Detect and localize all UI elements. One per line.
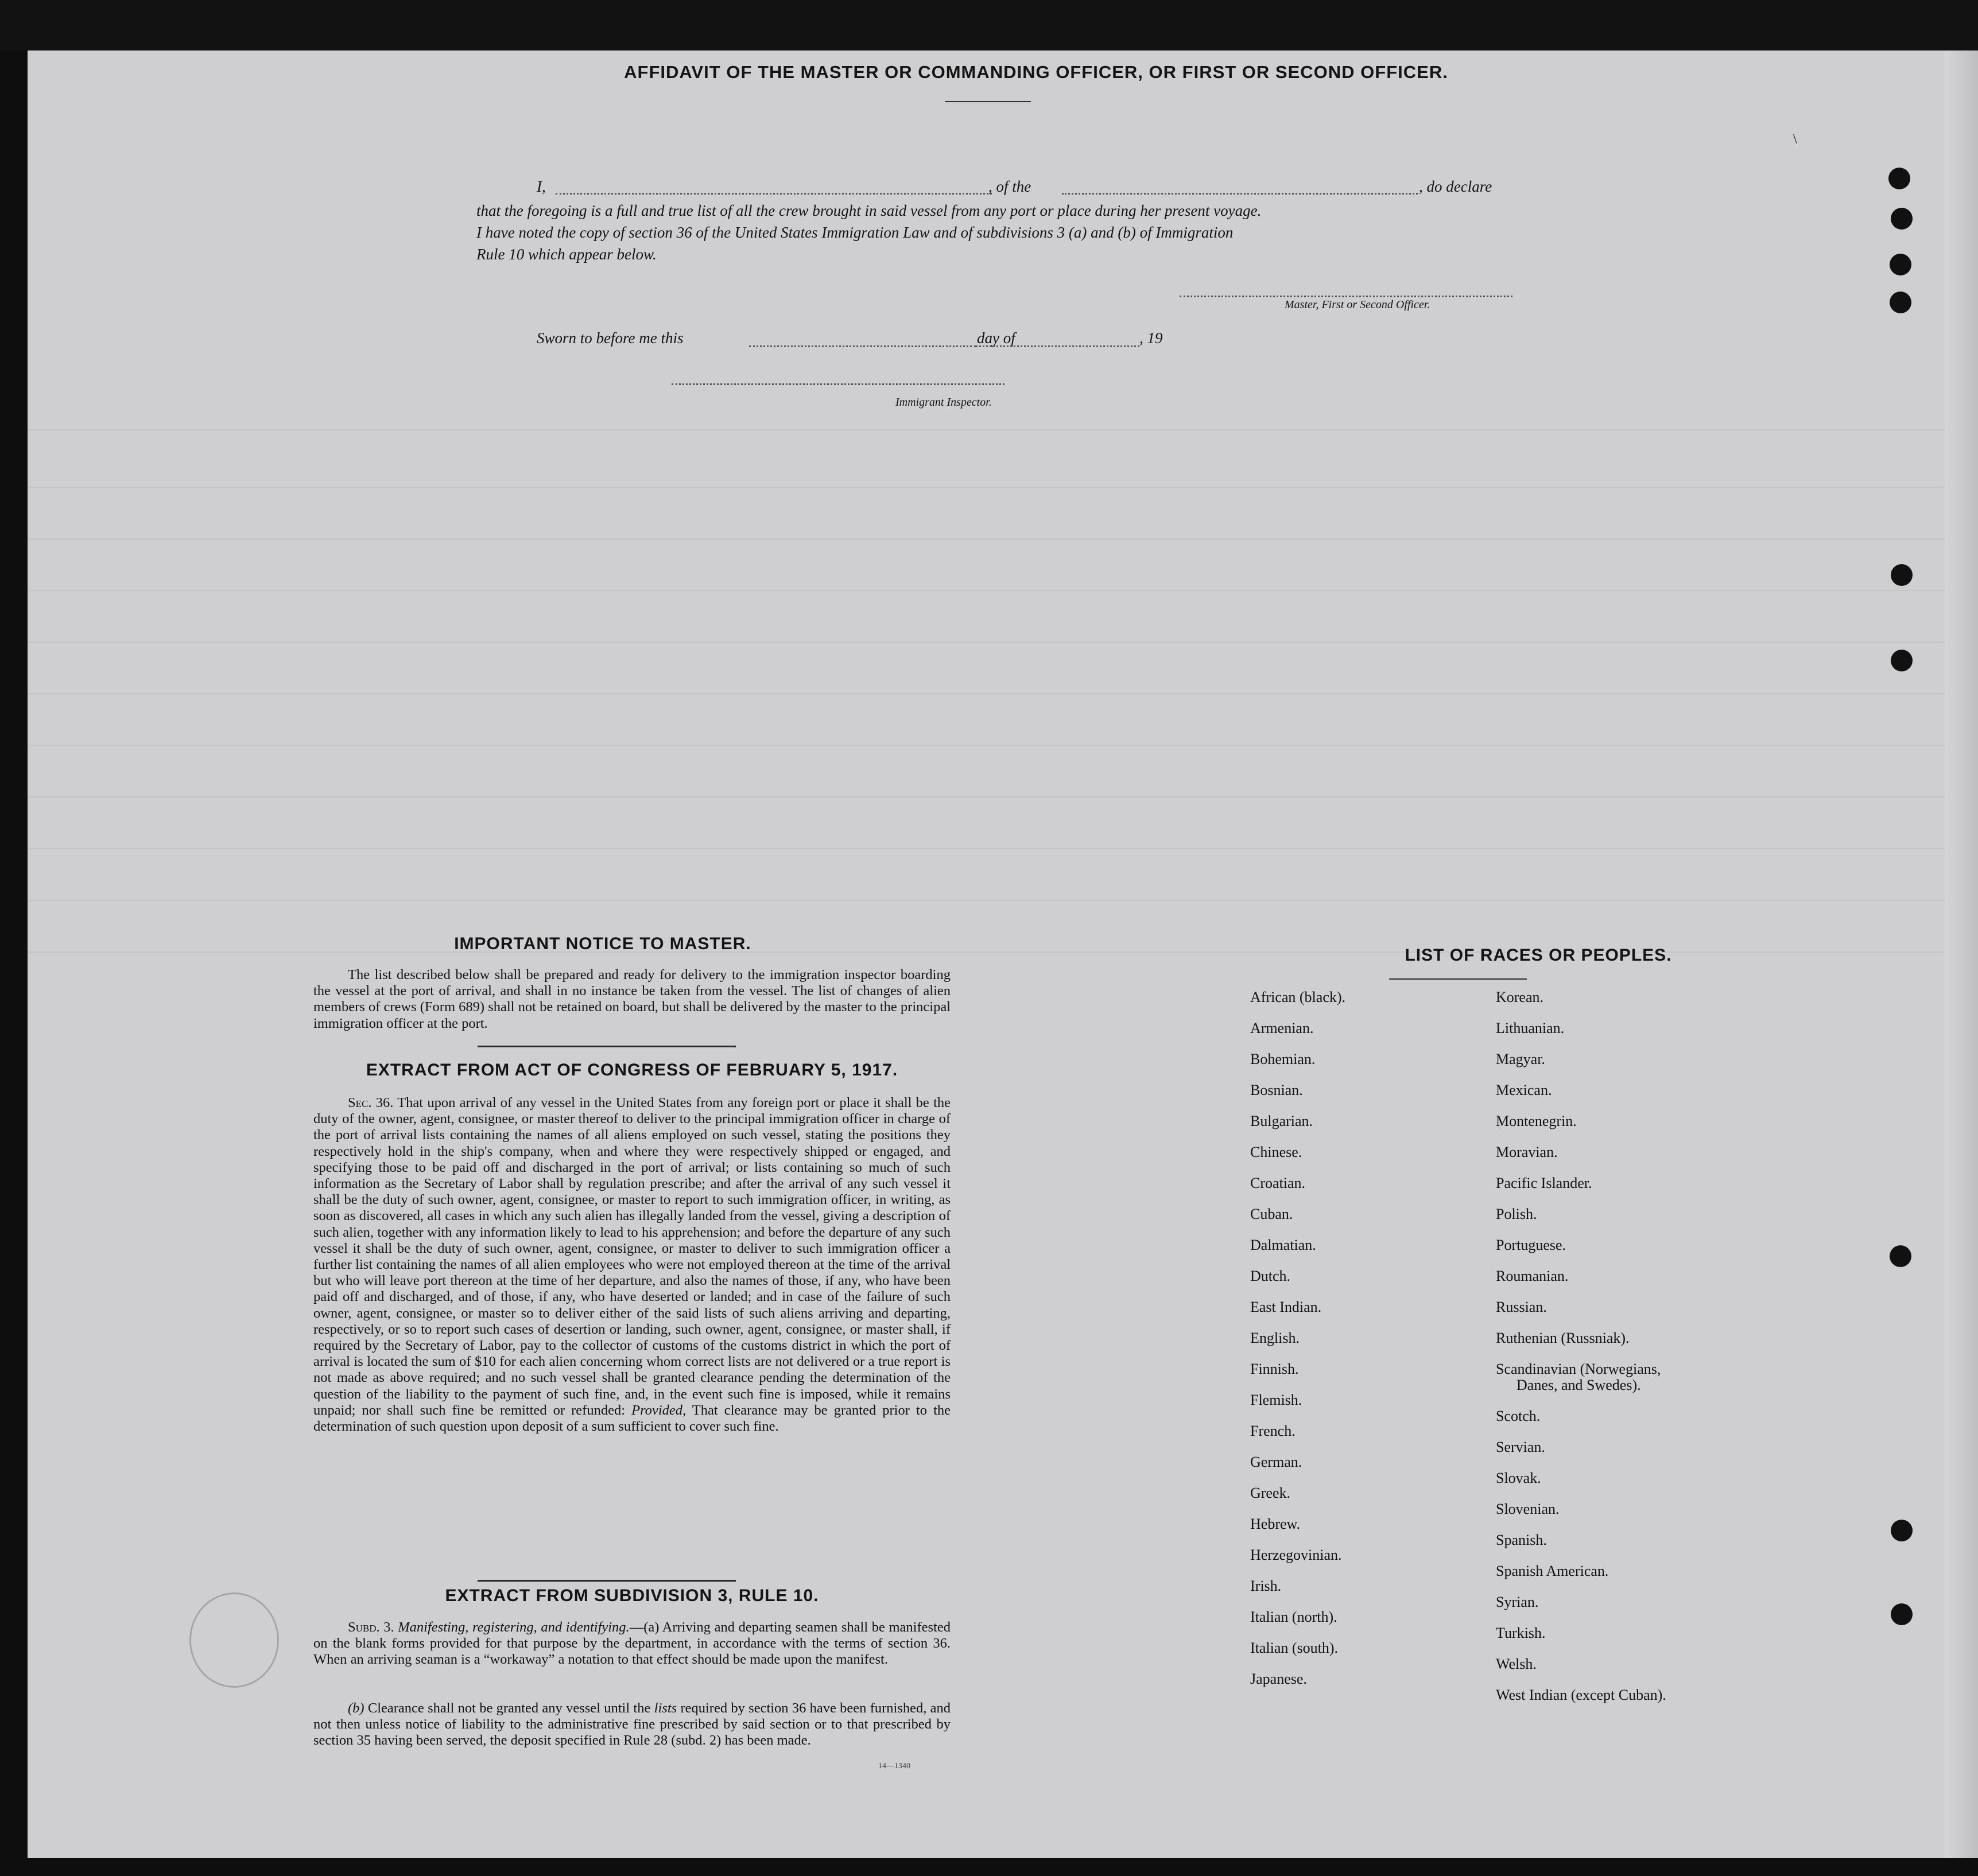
notice-title: IMPORTANT NOTICE TO MASTER. xyxy=(454,934,751,953)
i-label: I, xyxy=(537,178,546,195)
race-item: Polish. xyxy=(1496,1206,1537,1222)
punch-hole xyxy=(1890,254,1911,275)
punch-hole xyxy=(1891,1520,1913,1541)
affidavit-line-2: that the foregoing is a full and true list of all the crew brought in said vessel from any port or place during her present voyage. xyxy=(476,202,1262,219)
race-item: Herzegovinian. xyxy=(1250,1547,1342,1563)
provided-label: Provided, xyxy=(631,1402,687,1418)
race-item: Bulgarian. xyxy=(1250,1113,1313,1129)
inspector-signature-field[interactable] xyxy=(672,383,1004,385)
form-code: 14—1340 xyxy=(878,1762,910,1770)
race-item: Korean. xyxy=(1496,989,1544,1005)
races-title: LIST OF RACES OR PEOPLES. xyxy=(1405,946,1672,965)
lists-word: lists xyxy=(654,1700,677,1716)
section-label: Sec. 36. xyxy=(348,1095,394,1110)
subd-label: Subd. 3. xyxy=(348,1619,394,1635)
race-item: English. xyxy=(1250,1330,1300,1346)
race-item: Greek. xyxy=(1250,1485,1291,1501)
inspector-label: Immigrant Inspector. xyxy=(895,396,992,409)
rule-part-b xyxy=(313,1700,951,1749)
section-rule xyxy=(478,1046,736,1047)
race-item: Dalmatian. xyxy=(1250,1237,1316,1253)
race-item: Bosnian. xyxy=(1250,1082,1303,1098)
master-name-field[interactable] xyxy=(556,193,992,195)
punch-hole xyxy=(1890,1245,1911,1267)
race-item: Pacific Islander. xyxy=(1496,1175,1592,1191)
race-item: Welsh. xyxy=(1496,1656,1537,1672)
of-the-label: , of the xyxy=(988,178,1031,195)
race-item: Syrian. xyxy=(1496,1594,1539,1610)
title-rule xyxy=(945,101,1031,102)
race-item: Finnish. xyxy=(1250,1361,1299,1377)
race-item: Flemish. xyxy=(1250,1392,1302,1408)
race-item: Lithuanian. xyxy=(1496,1020,1565,1036)
race-item: Montenegrin. xyxy=(1496,1113,1577,1129)
race-item: Irish. xyxy=(1250,1578,1282,1594)
act-body-end: That clearance may be granted prior to the determination of such question upon deposit of a sum sufficient to cover such fine. xyxy=(313,1402,951,1435)
race-item: Servian. xyxy=(1496,1439,1545,1455)
race-item: Moravian. xyxy=(1496,1144,1558,1160)
punch-hole xyxy=(1888,168,1910,189)
scan-right-edge xyxy=(1945,51,1978,1858)
race-item: African (black). xyxy=(1250,989,1346,1005)
act-text xyxy=(313,1095,951,1435)
race-item: French. xyxy=(1250,1423,1296,1439)
punch-hole xyxy=(1890,292,1911,313)
race-item: Scandinavian (Norwegians, xyxy=(1496,1361,1661,1377)
race-item: Spanish American. xyxy=(1496,1563,1609,1579)
race-item: West Indian (except Cuban). xyxy=(1496,1687,1666,1703)
day-of-label: day of xyxy=(977,329,1015,347)
race-item: Spanish. xyxy=(1496,1532,1547,1548)
punch-hole xyxy=(1891,564,1913,586)
faded-stamp xyxy=(189,1593,279,1688)
races-title-rule xyxy=(1389,978,1527,980)
do-declare-label: , do declare xyxy=(1419,178,1492,195)
year-label: , 19 xyxy=(1139,329,1163,347)
race-item: Roumanian. xyxy=(1496,1268,1569,1284)
sworn-label: Sworn to before me this xyxy=(537,329,684,347)
rule-part-b-body: Clearance shall not be granted any vessel until the xyxy=(367,1700,651,1716)
punch-hole xyxy=(1891,1603,1913,1625)
corner-mark: \ xyxy=(1793,132,1797,147)
subd-heading: Manifesting, registering, and identifying. xyxy=(398,1619,630,1635)
race-item: Hebrew. xyxy=(1250,1516,1301,1532)
race-item: Japanese. xyxy=(1250,1671,1307,1687)
affidavit-title: AFFIDAVIT OF THE MASTER OR COMMANDING OFFICER, OR FIRST OR SECOND OFFICER. xyxy=(624,62,1448,82)
notice-text: The list described below shall be prepared and ready for delivery to the immigration inspector boarding the vessel at the port of arrival, and shall in no instance be taken from the vessel. The list of changes of alien members of crews (Form 689) shall not be retained on board, but shall be delivered by the master to the principal immigration officer at the port. xyxy=(313,967,951,1031)
race-item: Russian. xyxy=(1496,1299,1547,1315)
race-item: Danes, and Swedes). xyxy=(1517,1377,1641,1393)
vessel-name-field[interactable] xyxy=(1062,193,1418,195)
part-b-label: (b) xyxy=(348,1700,364,1716)
race-item: Slovenian. xyxy=(1496,1501,1560,1517)
punch-hole xyxy=(1891,208,1913,230)
sworn-month-field[interactable] xyxy=(976,345,1139,347)
race-item: Turkish. xyxy=(1496,1625,1546,1641)
race-item: German. xyxy=(1250,1454,1302,1470)
race-item: Croatian. xyxy=(1250,1175,1306,1191)
race-item: Italian (north). xyxy=(1250,1609,1337,1625)
affidavit-line-3: I have noted the copy of section 36 of the United States Immigration Law and of subdivisions 3 (a) and (b) of Immigration xyxy=(476,224,1234,241)
race-item: Armenian. xyxy=(1250,1020,1314,1036)
race-item: Portuguese. xyxy=(1496,1237,1566,1253)
master-signature-label: Master, First or Second Officer. xyxy=(1285,298,1430,311)
race-item: Mexican. xyxy=(1496,1082,1552,1098)
master-signature-field[interactable] xyxy=(1180,296,1512,297)
race-item: Scotch. xyxy=(1496,1408,1541,1424)
rule-part-b-body-end: required by section 36 have been furnished, and not then unless notice of liability to the administrative fine prescribed by said section or to that prescribed by section 35 having been served, the deposit specified in Rule 28 (subd. 2) has been made. xyxy=(313,1700,951,1749)
race-item: East Indian. xyxy=(1250,1299,1322,1315)
punch-hole xyxy=(1891,650,1913,671)
race-item: Magyar. xyxy=(1496,1051,1545,1067)
rule-title: EXTRACT FROM SUBDIVISION 3, RULE 10. xyxy=(445,1586,819,1605)
section-rule xyxy=(478,1580,736,1582)
scan-top-border xyxy=(0,0,1978,51)
race-item: Chinese. xyxy=(1250,1144,1302,1160)
rule-part-a xyxy=(313,1619,951,1668)
race-item: Ruthenian (Russniak). xyxy=(1496,1330,1630,1346)
race-item: Italian (south). xyxy=(1250,1640,1339,1656)
act-body: That upon arrival of any vessel in the United States from any foreign port or place it shall be the duty of the owner, agent, consignee, or master thereof to deliver to the principal immigration officer in charge of the port of arrival lists containing the names of all aliens employed on such vessel, stating the positions they respectively hold in the ship's company, when and where they were respectively shipped or engaged, and specifying those to be paid off and discharged in the port of arrival; or lists containing so much of such information as the Secretary of Labor shall by regulation prescribe; and after the arrival of any such vessel it shall be the duty of such owner, agent, consignee, or master to report to such immigration officer, in writing, as soon as discovered, all cases in which any such alien has illegally landed from the vessel, giving a description of such alien, together with any information likely to lead to his apprehension; and before the departure of any such vessel it shall be the duty of such owner, agent, consignee, or master to deliver to such immigration officer a further list containing the names of all alien employees who were not employed thereon at the time of the arrival but who will leave port thereon at the time of her departure, and also the names of those, if any, who have been paid off and discharged, and of those, if any, who have deserted or landed; and in case of the failure of such owner, agent, consignee, or master so to deliver either of the said lists of such aliens arriving and departing, respectively, or so to report such cases of desertion or landing, such owner, agent, consignee, or master shall, if required by the Secretary of Labor, pay to the collector of customs of the customs district in which the port of arrival is located the sum of $10 for each alien concerning whom correct lists are not delivered or a true report is not made as above required; and no such vessel shall be granted clearance pending the determination of the question of the liability to the payment of such fine, and, in the event such fine is imposed, while it remains unpaid; nor shall such fine be remitted or refunded: xyxy=(313,1095,951,1418)
race-item: Dutch. xyxy=(1250,1268,1291,1284)
race-item: Slovak. xyxy=(1496,1470,1541,1486)
sworn-day-field[interactable] xyxy=(749,345,976,347)
rule-part-a-body: —(a) Arriving and departing seamen shall be manifested on the blank forms provided for that purpose by the department, in accordance with the terms of section 36. When an arriving seaman is a “workaway” a notation to that effect should be made upon the manifest. xyxy=(313,1619,951,1668)
affidavit-line-4: Rule 10 which appear below. xyxy=(476,246,657,263)
race-item: Cuban. xyxy=(1250,1206,1293,1222)
race-item: Bohemian. xyxy=(1250,1051,1316,1067)
act-title: EXTRACT FROM ACT OF CONGRESS OF FEBRUARY 5, 1917. xyxy=(366,1061,898,1079)
